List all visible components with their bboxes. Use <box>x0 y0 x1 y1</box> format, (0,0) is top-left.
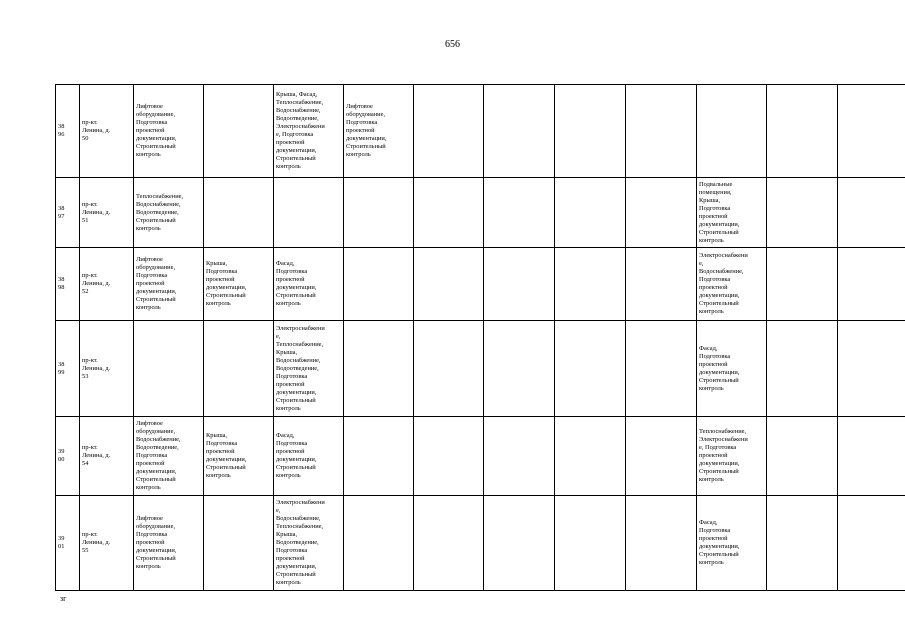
works-cell-10 <box>767 496 838 591</box>
works-cell-3: Фасад, Подготовка проектной документации, Строительный контроль <box>274 417 344 496</box>
table-row <box>56 248 905 321</box>
table-row <box>56 178 905 248</box>
works-cell-2 <box>204 178 274 248</box>
works-cell-9: Фасад, Подготовка проектной документации, Строительный контроль <box>697 321 767 417</box>
works-cell-6 <box>484 248 555 321</box>
works-cell-3: Электроснабжени е, Водоснабжение, Теплоснабжение, Крыша, Водоотведение, Подготовка проектной документации, Строительный контроль <box>274 496 344 591</box>
works-cell-3 <box>274 178 344 248</box>
address-cell: пр-кт. Ленина, д. 51 <box>80 178 134 248</box>
row-number-cell: 39 00 <box>56 417 80 496</box>
works-cell-2 <box>204 321 274 417</box>
table-row <box>56 321 905 417</box>
row-number-cell: 38 98 <box>56 248 80 321</box>
row-number-cell: 38 96 <box>56 85 80 178</box>
empty-cell <box>838 496 905 591</box>
works-cell-5 <box>414 496 484 591</box>
page-number: 656 <box>445 39 460 50</box>
row-number-cell: 38 97 <box>56 178 80 248</box>
works-cell-10 <box>767 417 838 496</box>
empty-cell <box>838 85 905 178</box>
works-cell-7 <box>555 496 626 591</box>
works-cell-3: Электроснабжени е, Теплоснабжение, Крыша, Водоснабжение, Водоотведение, Подготовка проектной документации, Строительный контроль <box>274 321 344 417</box>
works-cell-1: Теплоснабжение, Водоснабжение, Водоотведение, Строительный контроль <box>134 178 204 248</box>
works-cell-5 <box>414 85 484 178</box>
works-cell-5 <box>414 178 484 248</box>
address-cell: пр-кт. Ленина, д. 52 <box>80 248 134 321</box>
works-cell-8 <box>626 321 697 417</box>
works-cell-7 <box>555 321 626 417</box>
works-cell-1: Лифтовое оборудование, Подготовка проектной документации, Строительный контроль <box>134 248 204 321</box>
works-cell-1: Лифтовое оборудование, Водоснабжение, Водоотведение, Подготовка проектной документации, Строительный контроль <box>134 417 204 496</box>
works-cell-9: Подвальные помещения, Крыша, Подготовка проектной документации, Строительный контроль <box>697 178 767 248</box>
address-cell: пр-кт. Ленина, д. 54 <box>80 417 134 496</box>
row-number-cell: 39 01 <box>56 496 80 591</box>
works-cell-1 <box>134 321 204 417</box>
empty-cell <box>838 248 905 321</box>
works-cell-3: Фасад, Подготовка проектной документации, Строительный контроль <box>274 248 344 321</box>
works-cell-6 <box>484 417 555 496</box>
works-cell-7 <box>555 178 626 248</box>
works-cell-5 <box>414 248 484 321</box>
works-cell-10 <box>767 321 838 417</box>
table-row <box>56 496 905 591</box>
empty-cell <box>838 417 905 496</box>
works-cell-8 <box>626 496 697 591</box>
works-cell-4 <box>344 178 414 248</box>
address-cell: пр-кт. Ленина, д. 50 <box>80 85 134 178</box>
works-cell-9: Фасад, Подготовка проектной документации, Строительный контроль <box>697 496 767 591</box>
address-cell: пр-кт. Ленина, д. 55 <box>80 496 134 591</box>
works-cell-10 <box>767 178 838 248</box>
works-cell-8 <box>626 417 697 496</box>
works-cell-4 <box>344 417 414 496</box>
works-cell-5 <box>414 321 484 417</box>
works-cell-9 <box>697 85 767 178</box>
works-cell-7 <box>555 248 626 321</box>
row-number-cell: 38 99 <box>56 321 80 417</box>
works-cell-2: Крыша, Подготовка проектной документации, Строительный контроль <box>204 417 274 496</box>
works-cell-4 <box>344 321 414 417</box>
works-cell-8 <box>626 248 697 321</box>
works-cell-8 <box>626 85 697 178</box>
works-cell-10 <box>767 85 838 178</box>
footnote: зг <box>60 594 67 603</box>
works-cell-3: Крыша, Фасад, Теплоснабжение, Водоснабжение, Водоотведение, Электроснабжени е, Подготовка проектной документации, Строительный контроль <box>274 85 344 178</box>
works-cell-6 <box>484 85 555 178</box>
works-cell-2: Крыша, Подготовка проектной документации, Строительный контроль <box>204 248 274 321</box>
works-cell-1: Лифтовое оборудование, Подготовка проектной документации, Строительный контроль <box>134 496 204 591</box>
works-cell-6 <box>484 321 555 417</box>
works-cell-4 <box>344 496 414 591</box>
works-cell-7 <box>555 85 626 178</box>
works-cell-2 <box>204 496 274 591</box>
repair-schedule-table <box>55 84 905 591</box>
address-cell: пр-кт. Ленина, д. 53 <box>80 321 134 417</box>
table-row <box>56 85 905 178</box>
works-cell-6 <box>484 496 555 591</box>
empty-cell <box>838 178 905 248</box>
works-cell-9: Теплоснабжение, Электроснабжени е, Подготовка проектной документации, Строительный контроль <box>697 417 767 496</box>
works-cell-7 <box>555 417 626 496</box>
works-cell-1: Лифтовое оборудование, Подготовка проектной документации, Строительный контроль <box>134 85 204 178</box>
empty-cell <box>838 321 905 417</box>
works-cell-6 <box>484 178 555 248</box>
works-cell-5 <box>414 417 484 496</box>
table-row <box>56 417 905 496</box>
works-cell-4 <box>344 248 414 321</box>
works-cell-9: Электроснабжени е, Водоснабжение, Подготовка проектной документации, Строительный контроль <box>697 248 767 321</box>
works-cell-10 <box>767 248 838 321</box>
works-cell-8 <box>626 178 697 248</box>
works-cell-2 <box>204 85 274 178</box>
works-cell-4: Лифтовое оборудование, Подготовка проектной документации, Строительный контроль <box>344 85 414 178</box>
